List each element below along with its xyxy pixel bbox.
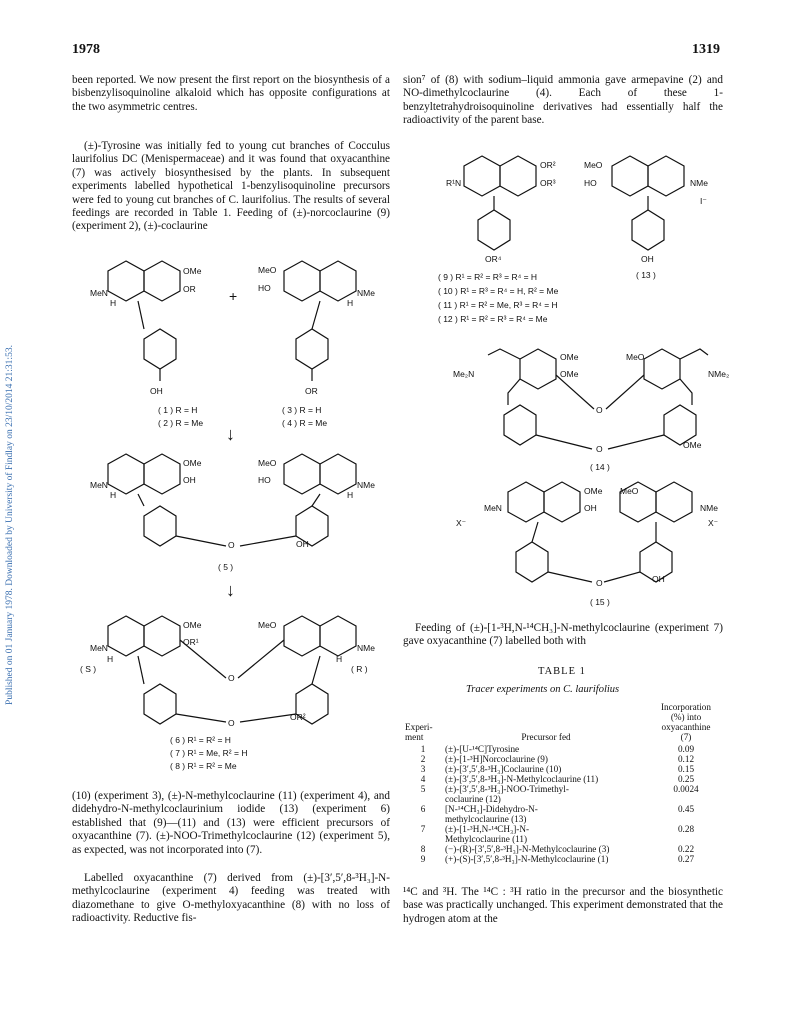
atom-label: NMe	[690, 178, 708, 188]
atom-label: OR	[305, 386, 318, 396]
left-para-3: (10) (experiment 3), (±)-N-methylcoclaurine (11) (experiment 4), and didehydro-N-methylcoclaurinium iodide (13) (experiment 6) established that (9)—(11) and (13) were efficient precursors of oxyacanthine (7). (±)-NOO-Trimethylcoclaurine (12) (experiment 5), as expected, was not incorporated into (7).	[72, 790, 390, 856]
atom-label: X⁻	[456, 518, 467, 528]
compound-label-9-12: ( 9 ) R¹ = R² = R³ = R⁴ = H ( 10 ) R¹ = R³ = R⁴ = H, R² = Me ( 11 ) R¹ = R² = Me, R³ = R⁴ = H ( 12 ) R¹ = R² = R³ = R⁴ = Me	[438, 272, 559, 324]
config-label-r: ( R )	[351, 664, 368, 674]
table-row: 5 (±)-[3′,5′,8-³H₃]-NOO-Trimethyl- coclaurine (12) 0.0024	[420, 784, 699, 804]
atom-label: MeO	[258, 458, 277, 468]
atom-label: MeO	[258, 265, 277, 275]
atom-label: I⁻	[700, 196, 707, 206]
atom-label: OMe	[560, 369, 579, 379]
reaction-arrow: ↓	[226, 580, 235, 600]
table-col-incorporation: Incorporation (%) into oxyacanthine (7)	[660, 702, 711, 742]
atom-label: OH	[183, 475, 196, 485]
atom-label: MeN	[90, 643, 108, 653]
atom-label: H	[347, 490, 354, 500]
atom-label: O	[596, 405, 603, 415]
structure-6-8	[80, 610, 400, 740]
structure-5	[80, 448, 400, 568]
atom-label: OR	[183, 284, 196, 294]
atom-label: OMe	[560, 352, 579, 362]
atom-label: MeN	[90, 480, 108, 490]
atom-label: OMe	[183, 266, 202, 276]
table-row: 4 (±)-[3′,5′,8-³H₃]-N-Methylcoclaurine (11) 0.25	[420, 774, 695, 784]
atom-label: O	[596, 444, 603, 454]
plus-sign: +	[229, 288, 238, 304]
atom-label: OH	[641, 254, 654, 264]
table-title: TABLE 1	[538, 666, 586, 677]
journal-year: 1978	[72, 42, 100, 57]
compound-label-6-8: ( 6 ) R¹ = R² = H ( 7 ) R¹ = Me, R² = H ( 8 ) R¹ = R² = Me	[170, 735, 248, 771]
atom-label: NMe₂	[708, 369, 730, 379]
table-row: 7 (±)-[1-³H,N-¹⁴CH₃]-N- Methylcoclaurine (11) 0.28	[420, 824, 695, 844]
compound-label-15: ( 15 )	[590, 597, 610, 607]
atom-label: NMe	[357, 480, 375, 490]
atom-label: MeN	[90, 288, 108, 298]
download-watermark[interactable]: Published on 01 January 1978. Downloaded by University of Findlay on 23/10/2014 21:31:53.	[5, 345, 15, 705]
compound-label-3-4: ( 3 ) R = H ( 4 ) R = Me	[282, 405, 328, 428]
table-subtitle: Tracer experiments on C. laurifolius	[466, 684, 620, 695]
atom-label: HO	[584, 178, 597, 188]
atom-label: HO	[258, 283, 271, 293]
atom-label: OH	[584, 503, 597, 513]
atom-label: H	[110, 298, 117, 308]
atom-label: MeO	[626, 352, 645, 362]
atom-label: OMe	[584, 486, 603, 496]
left-para-4: Labelled oxyacanthine (7) derived from (±)-[3′,5′,8-³H₃]-N-methylcoclaurine (experiment 4) feeding was treated with diazomethane to give O-methyloxyacanthine (8) with no loss of radioactivity. Reductive fis-	[72, 872, 390, 925]
atom-label: X⁻	[708, 518, 719, 528]
atom-label: OMe	[183, 620, 202, 630]
atom-label: NMe	[357, 288, 375, 298]
atom-label: H	[107, 654, 114, 664]
atom-label: OH	[652, 574, 665, 584]
left-para-1: been reported. We now present the first report on the biosynthesis of a bisbenzylisoquinoline alkaloid which has opposite configurations at the two asymmetric centres.	[72, 74, 390, 113]
table-col-precursor: Precursor fed	[521, 732, 571, 742]
atom-label: OMe	[183, 458, 202, 468]
table-row: 2 (±)-[1-³H]Norcoclaurine (9) 0.12	[420, 754, 695, 764]
atom-label: O	[228, 718, 235, 728]
compound-label-13: ( 13 )	[636, 270, 656, 280]
atom-label: H	[347, 298, 354, 308]
atom-label: MeN	[484, 503, 502, 513]
atom-label: OR¹	[183, 637, 199, 647]
config-label-s: ( S )	[80, 664, 97, 674]
right-para-3: ¹⁴C and ³H. The ¹⁴C : ³H ratio in the precursor and the biosynthetic base was practically unchanged. This experiment demonstrated that the hydrogen atom at the	[403, 886, 723, 925]
table-row: 3 (±)-[3′,5′,8-³H₃]Coclaurine (10) 0.15	[420, 764, 695, 774]
table-row: 8 (−)-(R)-[3′,5′,8-³H₃]-N-Methylcoclaurine (3) 0.22	[420, 844, 695, 854]
atom-label: OR³	[540, 178, 556, 188]
atom-label: HO	[258, 475, 271, 485]
compound-label-1-2: ( 1 ) R = H ( 2 ) R = Me	[158, 405, 204, 428]
atom-label: O	[228, 673, 235, 683]
atom-label: O	[228, 540, 235, 550]
atom-label: NMe	[700, 503, 718, 513]
table-row: 9 (+)-(S)-[3′,5′,8-³H₃]-N-Methylcoclaurine (1) 0.27	[420, 854, 695, 864]
atom-label: Me₂N	[453, 369, 475, 379]
atom-label: OR⁴	[485, 254, 502, 264]
page-number: 1319	[692, 42, 720, 57]
structure-1-3	[80, 255, 400, 435]
atom-label: NMe	[357, 643, 375, 653]
right-para-2: Feeding of (±)-[1-³H,N-¹⁴CH₃]-N-methylcoclaurine (experiment 7) gave oxyacanthine (7) labelled both with	[403, 622, 723, 648]
reaction-arrow: ↓	[226, 424, 235, 444]
atom-label: O	[596, 578, 603, 588]
tracer-table	[403, 702, 723, 864]
compound-label-14: ( 14 )	[590, 462, 610, 472]
atom-label: MeO	[584, 160, 603, 170]
compound-label-5: ( 5 )	[218, 562, 234, 572]
atom-label: OMe	[683, 440, 702, 450]
table-row: 6 [N-¹⁴CH₃]-Didehydro-N- methylcoclaurine (13) 0.45	[420, 804, 695, 824]
table-row: 1 (±)-[U-¹⁴C]Tyrosine 0.09	[420, 744, 695, 754]
left-para-2: (±)-Tyrosine was initially fed to young cut branches of Cocculus laurifolius DC (Menispermaceae) and it was found that oxyacanthine (7) was actively biosynthesised by the plants. In subsequent experiments labelled hypothetical 1-benzylisoquinoline precursors were fed to young cut branches of C. laurifolius. The results of several feedings are recorded in Table 1. Feeding of (±)-norcoclaurine (9) (experiment 2), (±)-coclaurine	[72, 140, 390, 233]
right-para-1: sion⁷ of (8) with sodium–liquid ammonia gave armepavine (2) and NO-dimethylcoclaurine (4). Each of these 1-benzyltetrahydroisoquinoline derivatives had essentially half the radioactivity of the parent base.	[403, 74, 723, 127]
atom-label: MeO	[258, 620, 277, 630]
atom-label: MeO	[620, 486, 639, 496]
atom-label: OH	[150, 386, 163, 396]
atom-label: H	[110, 490, 117, 500]
atom-label: R¹N	[446, 178, 462, 188]
atom-label: OR²	[290, 712, 306, 722]
table-col-experiment: Experi- ment	[405, 722, 433, 742]
atom-label: OR²	[540, 160, 556, 170]
atom-label: H	[336, 654, 343, 664]
atom-label: OH	[296, 539, 309, 549]
